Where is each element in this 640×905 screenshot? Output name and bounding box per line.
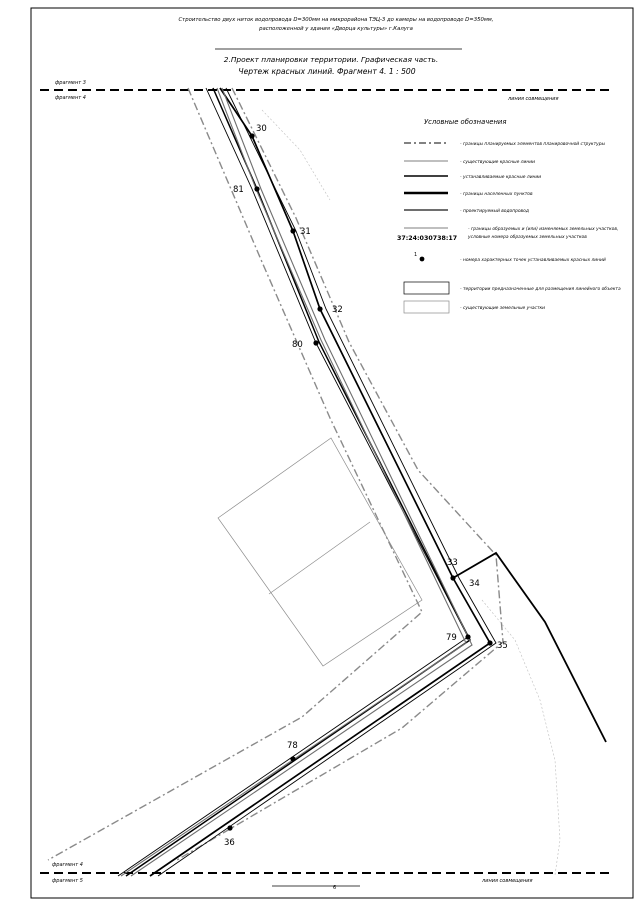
legend-label-1: - существующие красные линии <box>460 160 535 165</box>
point-33 <box>450 575 455 580</box>
point-32 <box>317 306 322 311</box>
legend-label-5b: условные номера образуемых земельных участков <box>468 235 587 240</box>
point-label-31: 31 <box>300 227 311 237</box>
point-30 <box>249 133 254 138</box>
title-block <box>178 17 493 76</box>
section-title: 2.Проект планировки территории. Графическая часть. <box>223 55 439 64</box>
page-number: 6 <box>333 885 337 891</box>
legend-label-3: - границы населенных пунктов <box>460 192 533 197</box>
existing-parcels <box>218 438 422 666</box>
header-line1: Строительство двух ниток водопровода D=300мм на микрорайона ТЭЦ-3 до камеры на водопроводе D=350мм, <box>178 17 494 23</box>
point-79 <box>465 634 470 639</box>
point-81 <box>254 186 259 191</box>
point-label-78: 78 <box>287 741 298 751</box>
fragment-label-4-bottom: фрагмент 4 <box>52 862 83 868</box>
point-label-79: 79 <box>446 633 457 643</box>
match-line-top <box>40 80 610 102</box>
legend-label-5: - границы образуемых и (или) изменяемых земельных участков, <box>468 227 619 232</box>
point-label-30: 30 <box>256 124 267 134</box>
projected-water-main <box>121 88 472 876</box>
match-line-label-bottom: линия совмещения <box>482 878 533 884</box>
legend-label-7: - территории предназначенные для размещения линейного объекта <box>460 287 621 292</box>
fragment-label-5-bottom: фрагмент 5 <box>52 878 83 884</box>
point-label-81: 81 <box>233 185 244 195</box>
existing-red-line-right <box>158 88 496 876</box>
header-line2: расположенной у здания «Дворца культуры» г.Калуга <box>259 26 413 32</box>
point-label-34: 34 <box>469 579 480 589</box>
red-lines <box>118 88 496 876</box>
page-number-block <box>272 885 360 891</box>
planning-boundary <box>48 88 503 860</box>
point-label-33: 33 <box>447 558 458 568</box>
legend-title: Условные обозначения <box>424 118 507 126</box>
legend-sample-point-number: 1 <box>414 252 418 258</box>
legend-label-0: - границы планируемых элементов планировочной структуры <box>460 142 605 147</box>
legend-sample-point-dot <box>420 257 425 262</box>
established-red-line-left <box>126 88 470 876</box>
legend-sample-box2 <box>404 301 449 313</box>
legend-label-4: - проектируемый водопровод <box>460 209 529 214</box>
point-78 <box>290 756 295 761</box>
point-label-36: 36 <box>224 838 235 848</box>
fragment-label-3-top: фрагмент 3 <box>55 80 86 86</box>
legend-sample-box <box>404 282 449 294</box>
legend-label-2: - устанавливаемые красные линии <box>460 175 542 180</box>
legend-label-6: - номера характерных точек устанавливаемых красных линий <box>460 258 606 263</box>
legend-label-8: - существующие земельные участки <box>460 306 546 311</box>
point-35 <box>487 640 492 645</box>
drawing-title: Чертеж красных линий. Фрагмент 4. 1 : 500 <box>238 67 416 76</box>
fragment-label-4-top: фрагмент 4 <box>55 95 86 101</box>
point-80 <box>313 340 318 345</box>
point-label-80: 80 <box>292 340 303 350</box>
point-31 <box>290 228 295 233</box>
legend <box>397 118 621 313</box>
established-red-line-right <box>150 88 490 876</box>
legend-sample-cadastre-number: 37:24:030738:17 <box>397 235 458 242</box>
characteristic-points <box>224 124 508 848</box>
point-label-35: 35 <box>497 641 508 651</box>
point-label-32: 32 <box>332 305 343 315</box>
match-line-label-top: линия совмещения <box>508 96 559 102</box>
point-36 <box>227 825 232 830</box>
